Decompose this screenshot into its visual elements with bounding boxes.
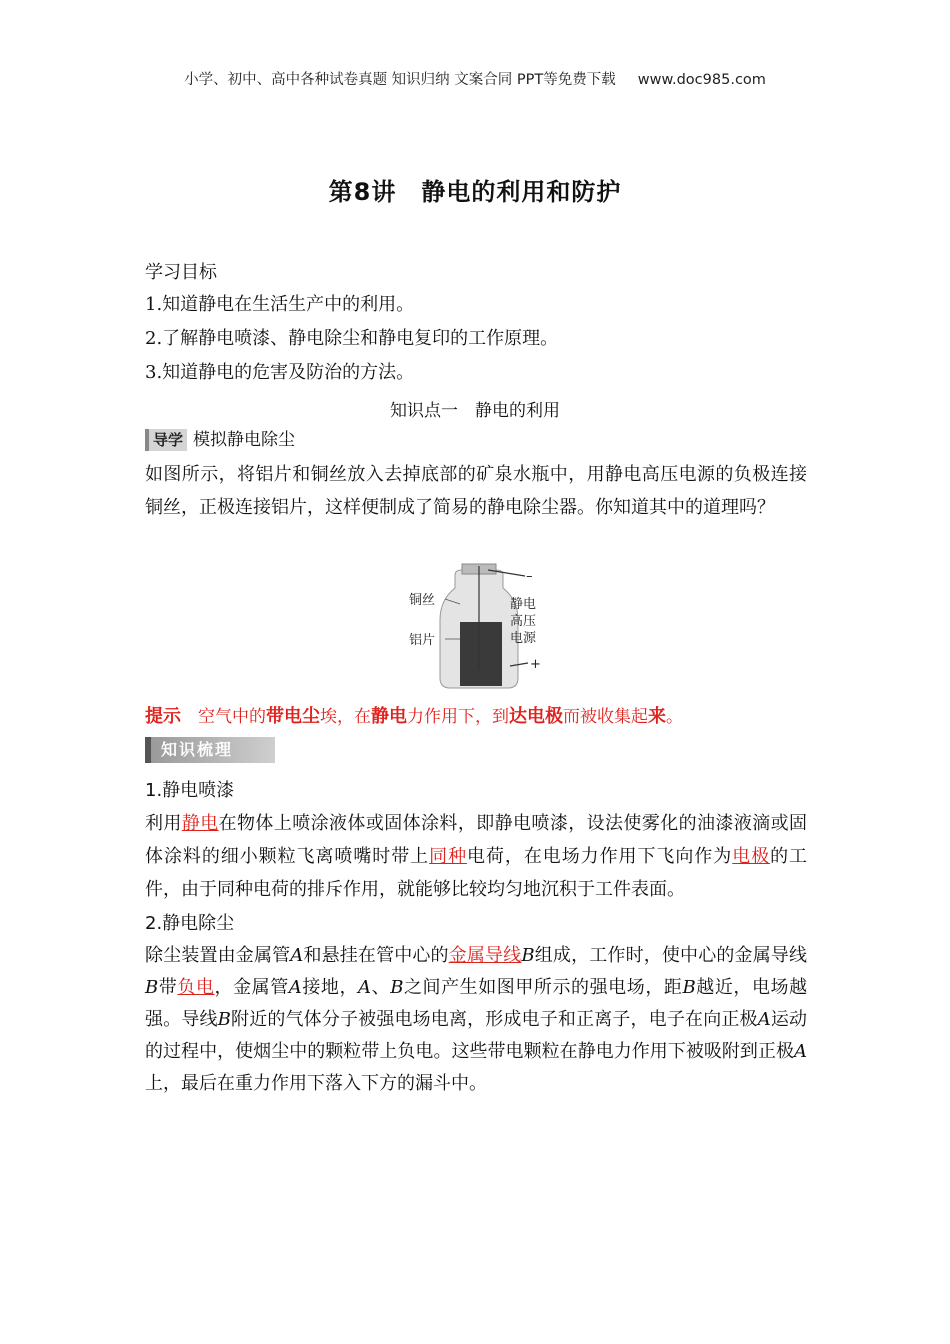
label-source-3: 电源 xyxy=(510,631,537,646)
goals-heading: 学习目标 xyxy=(145,262,217,283)
spray-paragraph: 利用静电在物体上喷涂液体或固体涂料，即静电喷漆，设法使雾化的油漆液滴或固体涂料的细小颗粒飞离喷嘴时带上同种电荷，在电场力作用下飞向作为电极的工件，由于同种电荷的排斥作用，就能够比较均匀地沉积于工件表面。 xyxy=(145,813,808,900)
goal-item-3: 3.知道静电的危害及防治的方法。 xyxy=(145,362,415,383)
section-banner xyxy=(145,737,275,763)
section-heading: 知识点一 静电的利用 xyxy=(390,401,560,421)
header-url[interactable]: www.doc985.com xyxy=(637,72,766,88)
hint-keyword: 达电极 xyxy=(509,706,563,727)
hint-keyword: 静电 xyxy=(371,706,407,727)
blank-answer: 电极 xyxy=(732,846,771,867)
label-plus: + xyxy=(530,657,541,672)
hint-keyword: 带电尘 xyxy=(266,706,320,727)
goal-item-1: 1.知道静电在生活生产中的利用。 xyxy=(145,294,415,315)
banner-label: 知识梳理 xyxy=(161,740,234,759)
dust-paragraph: 除尘装置由金属管A和悬挂在管中心的金属导线B组成，工作时，使中心的金属导线B带负电，金属管A接地，A、B之间产生如图甲所示的强电场，距B越近，电场越强。导线B附近的气体分子被强电场电离，形成电子和正离子，电子在向正极A运动的过程中，使烟尘中的颗粒带上负电。这些带电颗粒在静电力作用下被吸附到正极A上，最后在重力作用下落入下方的漏斗中。 xyxy=(145,945,808,1094)
spray-heading: 1.静电喷漆 xyxy=(145,780,235,801)
dust-collector-figure xyxy=(400,560,560,695)
guide-title: 模拟静电除尘 xyxy=(193,430,296,450)
dust-heading: 2.静电除尘 xyxy=(145,913,235,934)
hint-part: 空气中的 xyxy=(198,707,266,727)
header-text: 小学、初中、高中各种试卷真题 知识归纳 文案合同 PPT等免费下载 xyxy=(184,72,616,88)
hint-keyword: 来 xyxy=(648,706,666,727)
blank-answer: 金属导线 xyxy=(448,945,522,966)
label-source-2: 高压 xyxy=(510,614,537,629)
hint-part: 埃，在 xyxy=(320,707,371,727)
hint-part: 力作用下，到 xyxy=(407,707,509,727)
label-wire: 铜丝 xyxy=(409,593,436,608)
blank-answer: 同种 xyxy=(429,846,468,867)
goal-item-2: 2.了解静电喷漆、静电除尘和静电复印的工作原理。 xyxy=(145,328,559,349)
guide-paragraph: 如图所示，将铝片和铜丝放入去掉底部的矿泉水瓶中，用静电高压电源的负极连接铜丝，正极连接铝片，这样便制成了简易的静电除尘器。你知道其中的道理吗？ xyxy=(145,464,807,518)
hint-part: 。 xyxy=(666,707,683,727)
guide-heading xyxy=(145,425,807,455)
label-foil: 铝片 xyxy=(409,633,436,648)
blank-answer: 负电 xyxy=(177,977,215,998)
label-source-1: 静电 xyxy=(510,597,537,612)
guide-tag: 导学 xyxy=(145,429,187,451)
blank-answer: 静电 xyxy=(181,813,219,834)
hint-line xyxy=(145,702,845,728)
aluminum-foil xyxy=(460,622,502,686)
page-title: 第8讲 静电的利用和防护 xyxy=(328,178,622,206)
hint-label: 提示 xyxy=(145,706,181,727)
page-header xyxy=(0,68,950,89)
label-minus: – xyxy=(526,569,533,584)
hint-part: 而被收集起 xyxy=(563,707,648,727)
